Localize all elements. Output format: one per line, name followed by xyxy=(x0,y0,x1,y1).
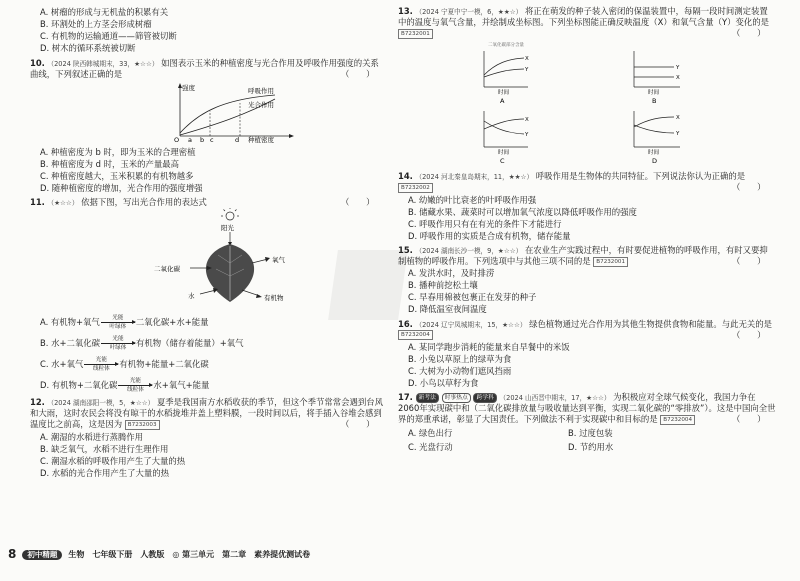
condition-top: 光能 xyxy=(112,336,124,343)
page-number: 8 xyxy=(8,547,17,562)
o2-label: 氧气 xyxy=(272,256,285,265)
option: D. 节约用水 xyxy=(568,442,614,453)
page-footer xyxy=(8,548,318,562)
answer-blank: （ ） xyxy=(341,197,375,208)
question-number: 11. xyxy=(30,197,45,208)
option: A. 发洪水时，及时排涝 xyxy=(408,268,495,279)
question-14 xyxy=(398,171,776,242)
answer-blank: （ ） xyxy=(341,419,375,430)
equation-reactants: B. 水+二氧化碳 xyxy=(40,338,100,349)
question-number: 12. xyxy=(30,397,45,408)
answer-blank: （ ） xyxy=(341,69,375,80)
question-source: （2024 湖南长沙一模，9，★☆☆） xyxy=(415,246,523,255)
graph-caption: 二氧化碳部分含量 xyxy=(488,43,524,49)
condition-bottom: 线粒体 xyxy=(127,387,144,394)
equation-reactants: A. 有机物+氧气 xyxy=(40,317,100,328)
reaction-arrow xyxy=(118,378,152,393)
svg-text:Y: Y xyxy=(525,67,529,74)
option: B. 缺乏氧气，水稻不进行生理作用 xyxy=(40,443,169,454)
option: A. 某同学跑步消耗的能量来自早餐中的米饭 xyxy=(408,341,570,352)
co2-label: 二氧化碳 xyxy=(154,265,180,274)
condition-bottom: 叶绿体 xyxy=(109,345,127,352)
sun-icon xyxy=(221,208,239,220)
question-text: 夏季是我国南方水稻收获的季节，但这个季节常常会遇到台风和大雨，这时农民会将没有晾干的水稻拢堆并盖上塑料膜，一段时间以后，将手插入谷堆会感到温度比之前高，这是因为 xyxy=(30,397,384,430)
question-number: 10. xyxy=(30,58,45,69)
graph-x-label: 时间 xyxy=(498,90,510,97)
question-code: B7232001 xyxy=(593,257,628,267)
question-text: 绿色植物通过光合作用为其他生物提供食物和能量。与此无关的是 xyxy=(529,318,772,329)
leaf-photosynthesis-figure xyxy=(30,208,385,308)
condition-bottom: 叶绿体 xyxy=(109,324,127,331)
question-text: 依据下图，写出光合作用的表达式 xyxy=(81,197,207,208)
graph-label: D xyxy=(652,157,658,166)
option: C. 大树为小动物们遮风挡雨 xyxy=(408,365,512,376)
condition-top: 光能 xyxy=(95,357,107,364)
question-code: B7232004 xyxy=(398,330,433,340)
question-source: （2024 山西晋中期末，17，★☆☆） xyxy=(499,394,611,403)
footer-chapter: 第二章 xyxy=(222,549,247,559)
question-text: 呼吸作用是生物体的共同特征。下列说法你认为正确的是 xyxy=(535,171,746,182)
option: C. 有机物的运输通道——筛管被切断 xyxy=(40,31,177,42)
option: D. 小鸟以草籽为食 xyxy=(408,377,479,388)
question-text: 如图表示玉米的种植密度与光合作用及呼吸作用强度的关系曲线，下列叙述正确的是 xyxy=(30,58,379,80)
brand-badge: 初中精题 xyxy=(22,550,62,560)
graph-c xyxy=(484,111,529,165)
option xyxy=(40,336,385,351)
tag-badge: 时事热点 xyxy=(442,393,471,403)
sun-label: 阳光 xyxy=(221,224,234,233)
question-number: 13. xyxy=(398,6,413,16)
question-source: （2024 湖南邵阳一模，5，★☆☆） xyxy=(47,399,155,408)
origin-label: O xyxy=(174,135,180,143)
question-text: 在农业生产实践过程中，有时要促进植物的呼吸作用，有时又要抑制植物的呼吸作用。下列选项中与其他三项不同的是 xyxy=(398,244,768,267)
option: A. 幼嫩的叶比衰老的叶呼吸作用强 xyxy=(408,194,537,205)
graph-d xyxy=(634,111,680,165)
condition-top: 光能 xyxy=(112,315,124,322)
option xyxy=(40,357,385,372)
graph-label: C xyxy=(500,157,505,166)
question-number: 16. xyxy=(398,318,413,329)
graph-x-label: 时间 xyxy=(648,150,660,157)
question-15 xyxy=(398,245,776,316)
option: C. 早春用棉被包裹正在发芽的种子 xyxy=(408,292,537,303)
question-16 xyxy=(398,319,776,390)
svg-text:Y: Y xyxy=(676,65,680,72)
option: B. 播种前挖松土壤 xyxy=(408,280,478,291)
option xyxy=(40,378,385,393)
option: C. 光盘行动 xyxy=(408,442,453,453)
organic-label: 有机物 xyxy=(264,294,284,303)
answer-blank: （ ） xyxy=(732,28,766,39)
answer-blank: （ ） xyxy=(732,329,766,340)
temperature-oxygen-graphs xyxy=(398,39,776,165)
question-number: 14. xyxy=(398,171,413,182)
option: C. 种植密度越大，玉米积累的有机物越多 xyxy=(40,170,194,181)
question-9-options xyxy=(30,7,385,54)
tick-label: d xyxy=(235,135,240,143)
reaction-arrow xyxy=(101,336,135,351)
question-source: （2024 宁夏中宁一模，6，★★☆） xyxy=(415,8,523,16)
question-number: 15. xyxy=(398,244,413,255)
option: A. 潮湿的水稻进行蒸腾作用 xyxy=(40,431,144,442)
curve-label-respiration: 呼吸作用 xyxy=(248,86,274,95)
option-row xyxy=(408,442,776,453)
question-source: （2024 河北秦皇岛期末，11，★★☆） xyxy=(415,173,534,182)
right-column xyxy=(398,6,776,457)
answer-blank: （ ） xyxy=(732,414,766,425)
question-10 xyxy=(30,58,385,194)
option: A. 绿色出行 xyxy=(408,428,453,439)
question-number: 17. xyxy=(398,392,413,403)
question-code: B7232003 xyxy=(125,420,160,430)
tag-badge: 跨学科 xyxy=(473,393,496,403)
tick-label: c xyxy=(210,135,214,143)
footer-edition: 人教版 xyxy=(140,549,165,559)
option: A. 种植密度为 b 时，即为玉米的合理密植 xyxy=(40,146,196,157)
question-text: 将正在萌发的种子装入密闭的保温装置中，每隔一段时间测定装置中的温度与氧气含量，并绘制成坐标图。下列坐标图能正确反映温度（X）和氧气含量（Y）变化的是 xyxy=(398,6,769,28)
question-12 xyxy=(30,397,385,479)
option: B. 过度包装 xyxy=(568,428,613,439)
density-intensity-chart xyxy=(30,81,385,143)
question-11 xyxy=(30,197,385,393)
footer-subject: 生物 xyxy=(68,549,85,559)
answer-blank: （ ） xyxy=(732,256,766,267)
tag-badge: 新考法 xyxy=(416,393,439,403)
graph-x-label: 时间 xyxy=(498,150,510,157)
option: C. 潮湿水稻的呼吸作用产生了大量的热 xyxy=(40,455,186,466)
question-code: B7232001 xyxy=(398,29,433,39)
question-source: （★☆☆） xyxy=(47,199,79,208)
graph-a xyxy=(484,51,529,105)
condition-top: 光能 xyxy=(129,378,142,385)
water-label: 水 xyxy=(188,292,195,301)
tick-label: b xyxy=(200,135,205,143)
footer-grade: 七年级下册 xyxy=(92,549,133,559)
svg-text:Y: Y xyxy=(525,132,529,139)
equation-products: 有机物（储存着能量）+氧气 xyxy=(135,338,244,349)
option: B. 环割处的上方茎会形成树瘤 xyxy=(40,19,152,30)
equation-products: 水+氧气+能量 xyxy=(153,380,210,391)
option-row xyxy=(408,428,776,439)
left-column xyxy=(30,6,385,480)
question-text: 为积极应对全球气候变化，我国力争在2060年实现碳中和（二氧化碳排放量与吸收量达到平衡，实现二氧化碳的“零排放”）。这是中国向全世界的郑重承诺，彰显了大国责任。下列做法不利于实现碳中和目标的是 xyxy=(398,392,776,425)
question-source: （2024 辽宁凤城期末，15，★☆☆） xyxy=(415,320,527,329)
graph-label: B xyxy=(652,97,657,106)
graph-b xyxy=(634,51,680,105)
option: D. 水稻的光合作用产生了大量的热 xyxy=(40,467,170,478)
svg-text:X: X xyxy=(525,117,529,124)
answer-blank: （ ） xyxy=(732,182,766,193)
option: D. 呼吸作用的实质是合成有机物，储存能量 xyxy=(408,230,571,241)
question-code: B7232004 xyxy=(660,415,695,425)
equation-products: 二氧化碳+水+能量 xyxy=(135,317,209,328)
question-17 xyxy=(398,392,776,453)
graph-x-label: 时间 xyxy=(648,90,660,97)
option: B. 种植密度为 d 时，玉米的产量最高 xyxy=(40,158,179,169)
footer-test-name: 素养提优测试卷 xyxy=(254,549,311,559)
equation-reactants: D. 有机物+二氧化碳 xyxy=(40,380,118,391)
svg-text:X: X xyxy=(676,115,680,122)
svg-text:X: X xyxy=(525,56,529,63)
equation-reactants: C. 水+氧气 xyxy=(40,359,84,370)
curve-label-photosynthesis: 光合作用 xyxy=(248,100,274,109)
graph-label: A xyxy=(500,97,505,106)
question-13 xyxy=(398,6,776,168)
question-source: （2024 陕西韩城期末，33，★☆☆） xyxy=(47,60,159,69)
option: D. 随种植密度的增加，光合作用的强度增强 xyxy=(40,182,203,193)
x-axis-label: 种植密度 xyxy=(248,135,274,143)
y-axis-label: 强度 xyxy=(182,83,195,92)
condition-bottom: 线粒体 xyxy=(92,366,110,373)
footer-unit: ◎ 第三单元 xyxy=(172,549,215,559)
option: A. 树瘤的形成与无机盐的积累有关 xyxy=(40,7,169,17)
option xyxy=(40,315,385,330)
option: B. 储藏水果、蔬菜时可以增加氧气浓度以降低呼吸作用的强度 xyxy=(408,206,637,217)
option: D. 树木的循环系统被切断 xyxy=(40,43,136,54)
tick-label: a xyxy=(188,135,192,143)
option: C. 呼吸作用只有在有光的条件下才能进行 xyxy=(408,218,562,229)
reaction-arrow xyxy=(101,315,135,330)
option: B. 小兔以草原上的绿草为食 xyxy=(408,353,512,364)
option: D. 降低温室夜间温度 xyxy=(408,304,487,315)
svg-text:X: X xyxy=(676,75,680,82)
reaction-arrow xyxy=(84,357,118,372)
equation-products: 有机物+能量+二氧化碳 xyxy=(119,359,209,370)
svg-text:Y: Y xyxy=(676,131,680,138)
question-code: B7232002 xyxy=(398,183,433,193)
